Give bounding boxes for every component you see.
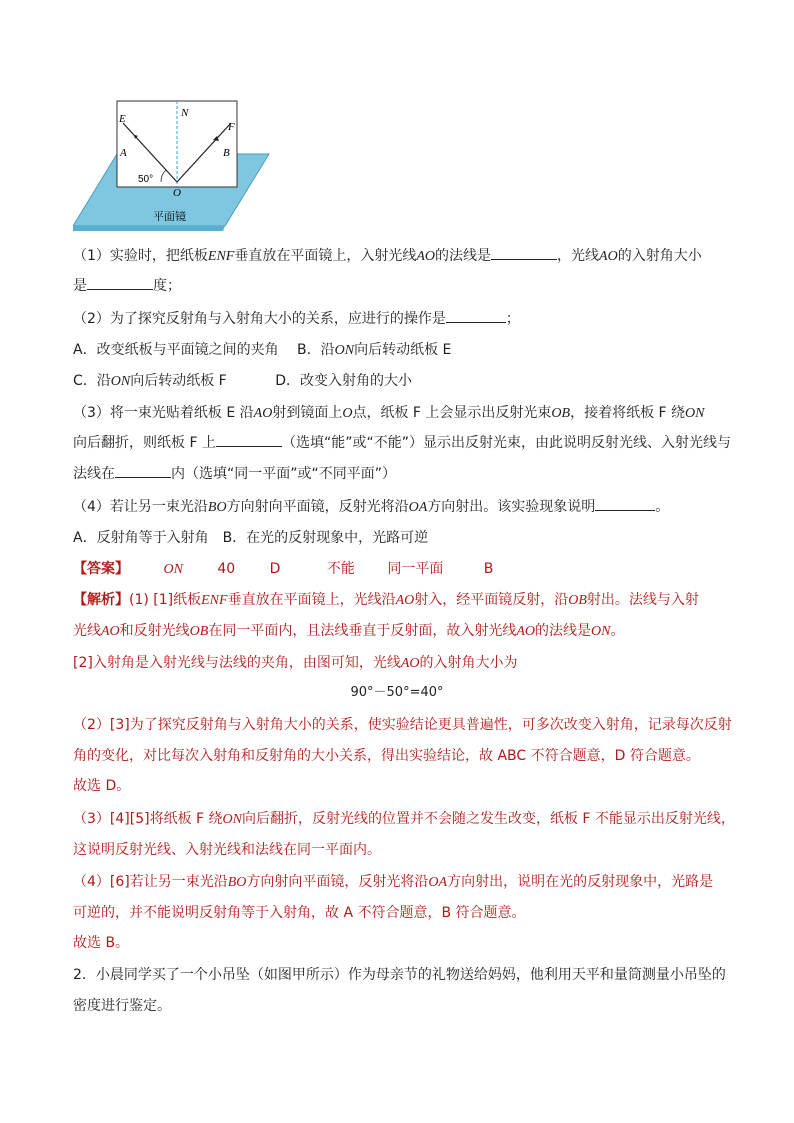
q2-next-line1: 2．小晨同学买了一个小吊坠（如图甲所示）作为母亲节的礼物送给妈妈，他利用天平和量筒测量小吊坠的 — [73, 967, 726, 983]
analysis-text: (1) [1]纸板 — [129, 592, 202, 608]
q4-oa: OA — [408, 500, 428, 515]
analysis-text: 。 — [610, 623, 625, 639]
analysis-ao: AO — [395, 593, 415, 608]
q1-text: 是 — [73, 278, 87, 294]
label-F: F — [228, 121, 235, 133]
option-c-on: ON — [110, 374, 131, 389]
analysis-ob: OB — [189, 624, 209, 639]
answer-label: 【答案】 — [73, 561, 129, 577]
answer-blank[interactable] — [87, 277, 153, 290]
q4-text: （4）若让另一束光沿 — [73, 499, 208, 515]
analysis-text: 向后翻折，反射光线的位置并不会随之发生改变，纸板 F 不能显示出反射光线， — [241, 811, 735, 827]
q3-o: O — [342, 406, 353, 421]
answer-blank[interactable] — [115, 465, 171, 478]
q3-text: ，接着将纸板 F 绕 — [570, 405, 686, 421]
answer-item: B — [483, 561, 494, 577]
analysis-text: 和反射光线 — [119, 623, 190, 639]
analysis-text: （3）[4][5]将纸板 F 绕 — [73, 811, 223, 827]
q4-stem — [73, 498, 669, 517]
analysis-line12: 故选 B。 — [73, 935, 130, 951]
q3-text: 法线在 — [73, 466, 115, 482]
q3-text: （选填“能”或“不能”）显示出反射光束，由此说明反射光线、入射光线与 — [281, 435, 731, 451]
analysis-line8 — [73, 810, 735, 829]
q3-text: 内（选填“同一平面”或“不同平面”） — [171, 466, 397, 482]
analysis-text: 的入射角大小为 — [419, 655, 518, 671]
q1-text: 的法线是 — [435, 248, 492, 264]
q1-text: （1）实验时，把纸板 — [73, 248, 208, 264]
analysis-line5: （2）[3]为了探究反射角与入射角大小的关系，使实验结论更具普遍性，可多次改变入射角，记录每次反射 — [73, 717, 732, 733]
analysis-text: 方向射向平面镜，反射光将沿 — [246, 874, 429, 890]
q1-text: 垂直放在平面镜上，入射光线 — [234, 248, 417, 264]
answer-blank[interactable] — [595, 498, 655, 511]
label-E: E — [119, 113, 126, 125]
analysis-line6: 角的变化，对比每次入射角和反射角的大小关系，得出实验结论，故 ABC 不符合题意，D 符合题意。 — [73, 748, 700, 764]
analysis-line2 — [73, 622, 624, 641]
q2-text: （2）为了探究反射角与入射角大小的关系，应进行的操作是 — [73, 311, 446, 327]
analysis-on: ON — [591, 624, 611, 639]
q4-text: 方向射出。该实验现象说明 — [427, 499, 596, 515]
analysis-text: 射入，经平面镜反射，沿 — [414, 592, 569, 608]
option-b-text: B．沿 — [297, 342, 335, 358]
q3-on: ON — [685, 406, 705, 421]
analysis-line1 — [73, 591, 699, 610]
q3-text: 射到镜面上 — [272, 405, 343, 421]
analysis-text: 射出。法线与入射 — [586, 592, 699, 608]
q4-text: 。 — [655, 499, 670, 515]
label-mirror: 平面镜 — [153, 210, 186, 223]
q2-text: ； — [505, 311, 520, 327]
analysis-bo: BO — [227, 875, 247, 890]
q3-line3 — [73, 465, 396, 483]
q3-ao: AO — [253, 406, 273, 421]
analysis-ao: AO — [101, 624, 120, 639]
option-c-text: 向后转动纸板 F — [130, 373, 227, 389]
analysis-ao: AO — [516, 624, 536, 639]
analysis-label: 【解析】 — [73, 592, 129, 608]
q1-enf: ENF — [207, 249, 235, 264]
q4-options: A．反射角等于入射角 B．在光的反射现象中，光路可逆 — [73, 530, 429, 546]
analysis-text: （4）[6]若让另一束光沿 — [73, 874, 228, 890]
label-B: B — [223, 147, 230, 159]
q4-text: 方向射向平面镜，反射光将沿 — [226, 499, 409, 515]
q3-text: 向后翻折，则纸板 F 上 — [73, 435, 216, 451]
analysis-line11: 可逆的，并不能说明反射角等于入射角，故 A 不符合题意，B 符合题意。 — [73, 905, 526, 921]
q1-ao: AO — [416, 249, 436, 264]
analysis-line10 — [73, 873, 713, 892]
q3-text: （3）将一束光贴着纸板 E 沿 — [73, 405, 254, 421]
analysis-oa: OA — [428, 875, 448, 890]
q1-line2 — [73, 277, 181, 295]
answer-item: 同一平面 — [387, 561, 444, 577]
q1-text: 度； — [153, 278, 181, 294]
label-angle: 50° — [138, 174, 154, 185]
answer-blank[interactable] — [216, 434, 282, 447]
q3-ob: OB — [551, 406, 571, 421]
q2-options-row2 — [73, 372, 412, 391]
answer-item: 40 — [217, 561, 236, 577]
plane-mirror-edge — [73, 226, 225, 231]
option-b-on: ON — [334, 343, 355, 358]
q4-bo: BO — [207, 500, 227, 515]
option-d: D．改变入射角的大小 — [275, 373, 412, 389]
q2-stem — [73, 310, 520, 328]
analysis-formula: 90°－50°=40° — [350, 685, 444, 700]
option-b-text: 向后转动纸板 E — [354, 342, 452, 358]
reflection-experiment-figure — [73, 96, 273, 231]
q1-line1 — [73, 247, 702, 266]
answer-blank[interactable] — [491, 247, 557, 260]
analysis-text: 方向射出，说明在光的反射现象中，光路是 — [447, 874, 714, 890]
analysis-ob: OB — [568, 593, 587, 608]
q3-text: 点，纸板 F 上会显示出反射光束 — [352, 405, 552, 421]
option-c-text: C．沿 — [73, 373, 111, 389]
analysis-ao: AO — [400, 656, 420, 671]
q2-options-row1 — [73, 341, 451, 360]
answer-blank[interactable] — [446, 310, 506, 323]
analysis-enf: ENF — [201, 593, 228, 608]
analysis-text: 垂直放在平面镜上，光线沿 — [227, 592, 396, 608]
q3-line2 — [73, 434, 731, 452]
analysis-line7: 故选 D。 — [73, 778, 131, 794]
q1-ao: AO — [599, 249, 618, 264]
analysis-text: 在同一平面内，且法线垂直于反射面，故入射光线 — [208, 623, 517, 639]
analysis-line9: 这说明反射光线、入射光线和法线在同一平面内。 — [73, 842, 381, 858]
q1-text: ，光线 — [557, 248, 600, 264]
analysis-text: [2]入射角是入射光线与法线的夹角，由图可知，光线 — [73, 655, 401, 671]
analysis-on: ON — [222, 812, 242, 827]
label-A: A — [120, 147, 127, 159]
answer-item: D — [269, 561, 281, 577]
option-a: A．改变纸板与平面镜之间的夹角 — [73, 342, 279, 358]
q2-next-line2: 密度进行鉴定。 — [73, 998, 171, 1014]
q3-line1 — [73, 404, 704, 423]
option-b — [297, 342, 451, 358]
analysis-text: 的法线是 — [535, 623, 592, 639]
answer-item: 不能 — [326, 561, 355, 577]
answer-item: ON — [163, 562, 183, 577]
label-N: N — [181, 107, 189, 119]
analysis-text: 光线 — [73, 623, 101, 639]
q1-text: 的入射角大小 — [617, 248, 702, 264]
analysis-line3 — [73, 654, 518, 673]
option-c — [73, 373, 227, 389]
answer-row — [73, 560, 493, 579]
label-O: O — [173, 187, 181, 199]
